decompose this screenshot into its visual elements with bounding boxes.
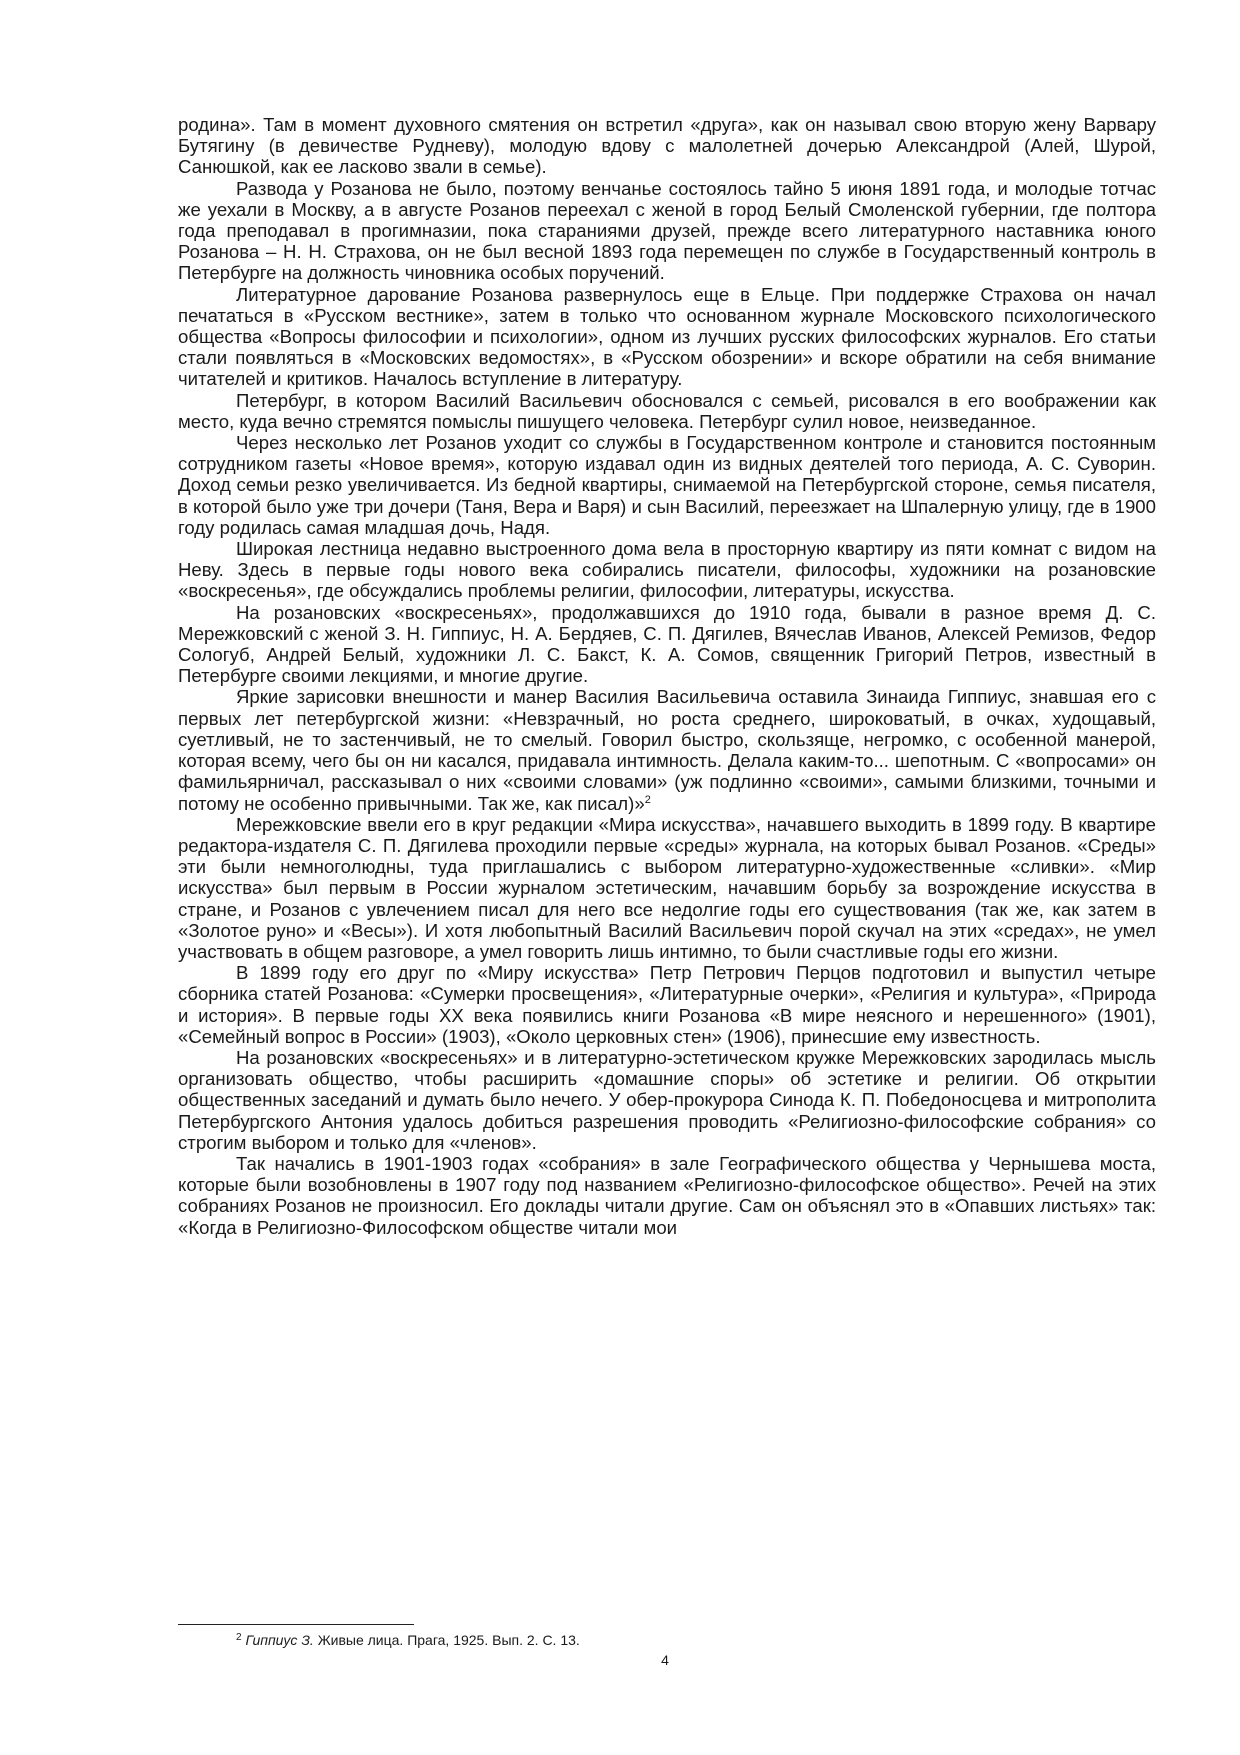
paragraph-4: Петербург, в котором Василий Васильевич обосновался с семьей, рисовался в его воображении как место, куда вечно стремятся помыслы пишущего человека. Петербург сулил новое, неизведанное. — [178, 389, 1156, 432]
page-number: 4 — [661, 1652, 669, 1668]
paragraph-2: Развода у Розанова не было, поэтому венчанье состоялось тайно 5 июня 1891 года, и молодые тотчас же уехали в Москву, а в августе Розанов переехал с женой в город Белый Смоленской губернии, где полтора года преподавал в прогимназии, пока стараниями друзей, прежде всего литературного наставника юного Розанова – Н. Н. Страхова, он не был весной 1893 года перемещен по службе в Государственный контроль в Петербурге на должность чиновника особых поручений. — [178, 177, 1156, 284]
footnote — [236, 1631, 1136, 1649]
paragraph-6: Широкая лестница недавно выстроенного дома вела в просторную квартиру из пяти комнат с видом на Неву. Здесь в первые годы нового века собирались писатели, философы, художники на розановские «воскресенья», где обсуждались проблемы религии, философии, литературы, искусства. — [178, 538, 1156, 602]
paragraph-1: родина». Там в момент духовного смятения он встретил «друга», как он называл свою вторую жену Варвару Бутягину (в девичестве Рудневу), молодую вдову с малолетней дочерью Александрой (Алей, Шурой, Санюшкой, как ее ласково звали в семье). — [178, 114, 1156, 178]
paragraph-5: Через несколько лет Розанов уходит со службы в Государственном контроле и становится постоянным сотрудником газеты «Новое время», которую издавал один из видных деятелей того периода, А. С. Суворин. Доход семьи резко увеличивается. Из бедной квартиры, снимаемой на Петербургской стороне, семья писателя, в которой было уже три дочери (Таня, Вера и Варя) и сын Василий, переезжает на Шпалерную улицу, где в 1900 году родилась самая младшая дочь, Надя. — [178, 432, 1156, 538]
paragraph-8 — [178, 686, 1156, 813]
footnote-text: Живые лица. Прага, 1925. Вып. 2. С. 13. — [317, 1632, 580, 1648]
footnote-marker: 2 — [236, 1632, 242, 1643]
paragraph-8-text: Яркие зарисовки внешности и манер Василия Васильевича оставила Зинаида Гиппиус, знавшая его с первых лет петербургской жизни: «Невзрачный, но роста среднего, широковатый, в очках, худощавый, суетливый, не то застенчивый, не то смелый. Говорил быстро, скользяще, негромко, с особенной манерой, которая всему, чего бы он ни касался, придавала интимность. Делала каким-то... шепотным. С «вопросами» он фамильярничал, рассказывал о них «своими словами» (уж подлинно «своими», самыми близкими, точными и потому не особенно привычными. Так же, как писал)» — [178, 686, 1156, 814]
paragraph-7: На розановских «воскресеньях», продолжавшихся до 1910 года, бывали в разное время Д. С. Мережковский с женой З. Н. Гиппиус, Н. А. Бердяев, С. П. Дягилев, Вячеслав Иванов, Алексей Ремизов, Федор Сологуб, Андрей Белый, художники Л. С. Бакст, К. А. Сомов, священник Григорий Петров, известный в Петербурге своими лекциями, и многие другие. — [178, 601, 1156, 687]
paragraph-11: На розановских «воскресеньях» и в литературно-эстетическом кружке Мережковских зародилась мысль организовать общество, чтобы расширить «домашние споры» об эстетике и религии. Об открытии общественных заседаний и думать было нечего. У обер-прокурора Синода К. П. Победоносцева и митрополита Петербургского Антония удалось добиться разрешения проводить «Религиозно-философские собрания» со строгим выбором и только для «членов». — [178, 1046, 1156, 1153]
footnote-divider — [178, 1624, 414, 1625]
body-text — [178, 114, 1156, 1238]
footnote-author: Гиппиус З. — [245, 1632, 314, 1648]
paragraph-9: Мережковские ввели его в круг редакции «Мира искусства», начавшего выходить в 1899 году. В квартире редактора-издателя С. П. Дягилева проходили первые «среды» журнала, на которых бывал Розанов. «Среды» эти были немноголюдны, туда приглашались с выбором литературно-художественные «сливки». «Мир искусства» был первым в России журналом эстетическим, начавшим борьбу за возрождение искусства в стране, и Розанов с увлечением писал для него все недолгие годы его существования (так же, как затем в «Золотое руно» и «Весы»). И хотя любопытный Василий Васильевич порой скучал на этих «средах», не умел участвовать в общем разговоре, а умел говорить лишь интимно, то были счастливые годы его жизни. — [178, 813, 1156, 962]
paragraph-10: В 1899 году его друг по «Миру искусства» Петр Петрович Перцов подготовил и выпустил четыре сборника статей Розанова: «Сумерки просвещения», «Литературные очерки», «Религия и культура», «Природа и история». В первые годы XX века появились книги Розанова «В мире неясного и нерешенного» (1901), «Семейный вопрос в России» (1903), «Около церковных стен» (1906), принесшие ему известность. — [178, 962, 1156, 1047]
footnote-reference[interactable]: 2 — [644, 793, 651, 806]
paragraph-3: Литературное дарование Розанова развернулось еще в Ельце. При поддержке Страхова он начал печататься в «Русском вестнике», затем в только что основанном журнале Московского психологического общества «Вопросы философии и психологии», одном из лучших русских философских журналов. Его статьи стали появляться в «Московских ведомостях», в «Русском обозрении» и вскоре обратили на себя внимание читателей и критиков. Началось вступление в литературу. — [178, 283, 1156, 390]
paragraph-12: Так начались в 1901-1903 годах «собрания» в зале Географического общества у Чернышева моста, которые были возобновлены в 1907 году под названием «Религиозно-философское общество». Речей на этих собраниях Розанов не произносил. Его доклады читали другие. Сам он объяснял это в «Опавших листьях» так: «Когда в Религиозно-Философском обществе читали мои — [178, 1152, 1156, 1238]
